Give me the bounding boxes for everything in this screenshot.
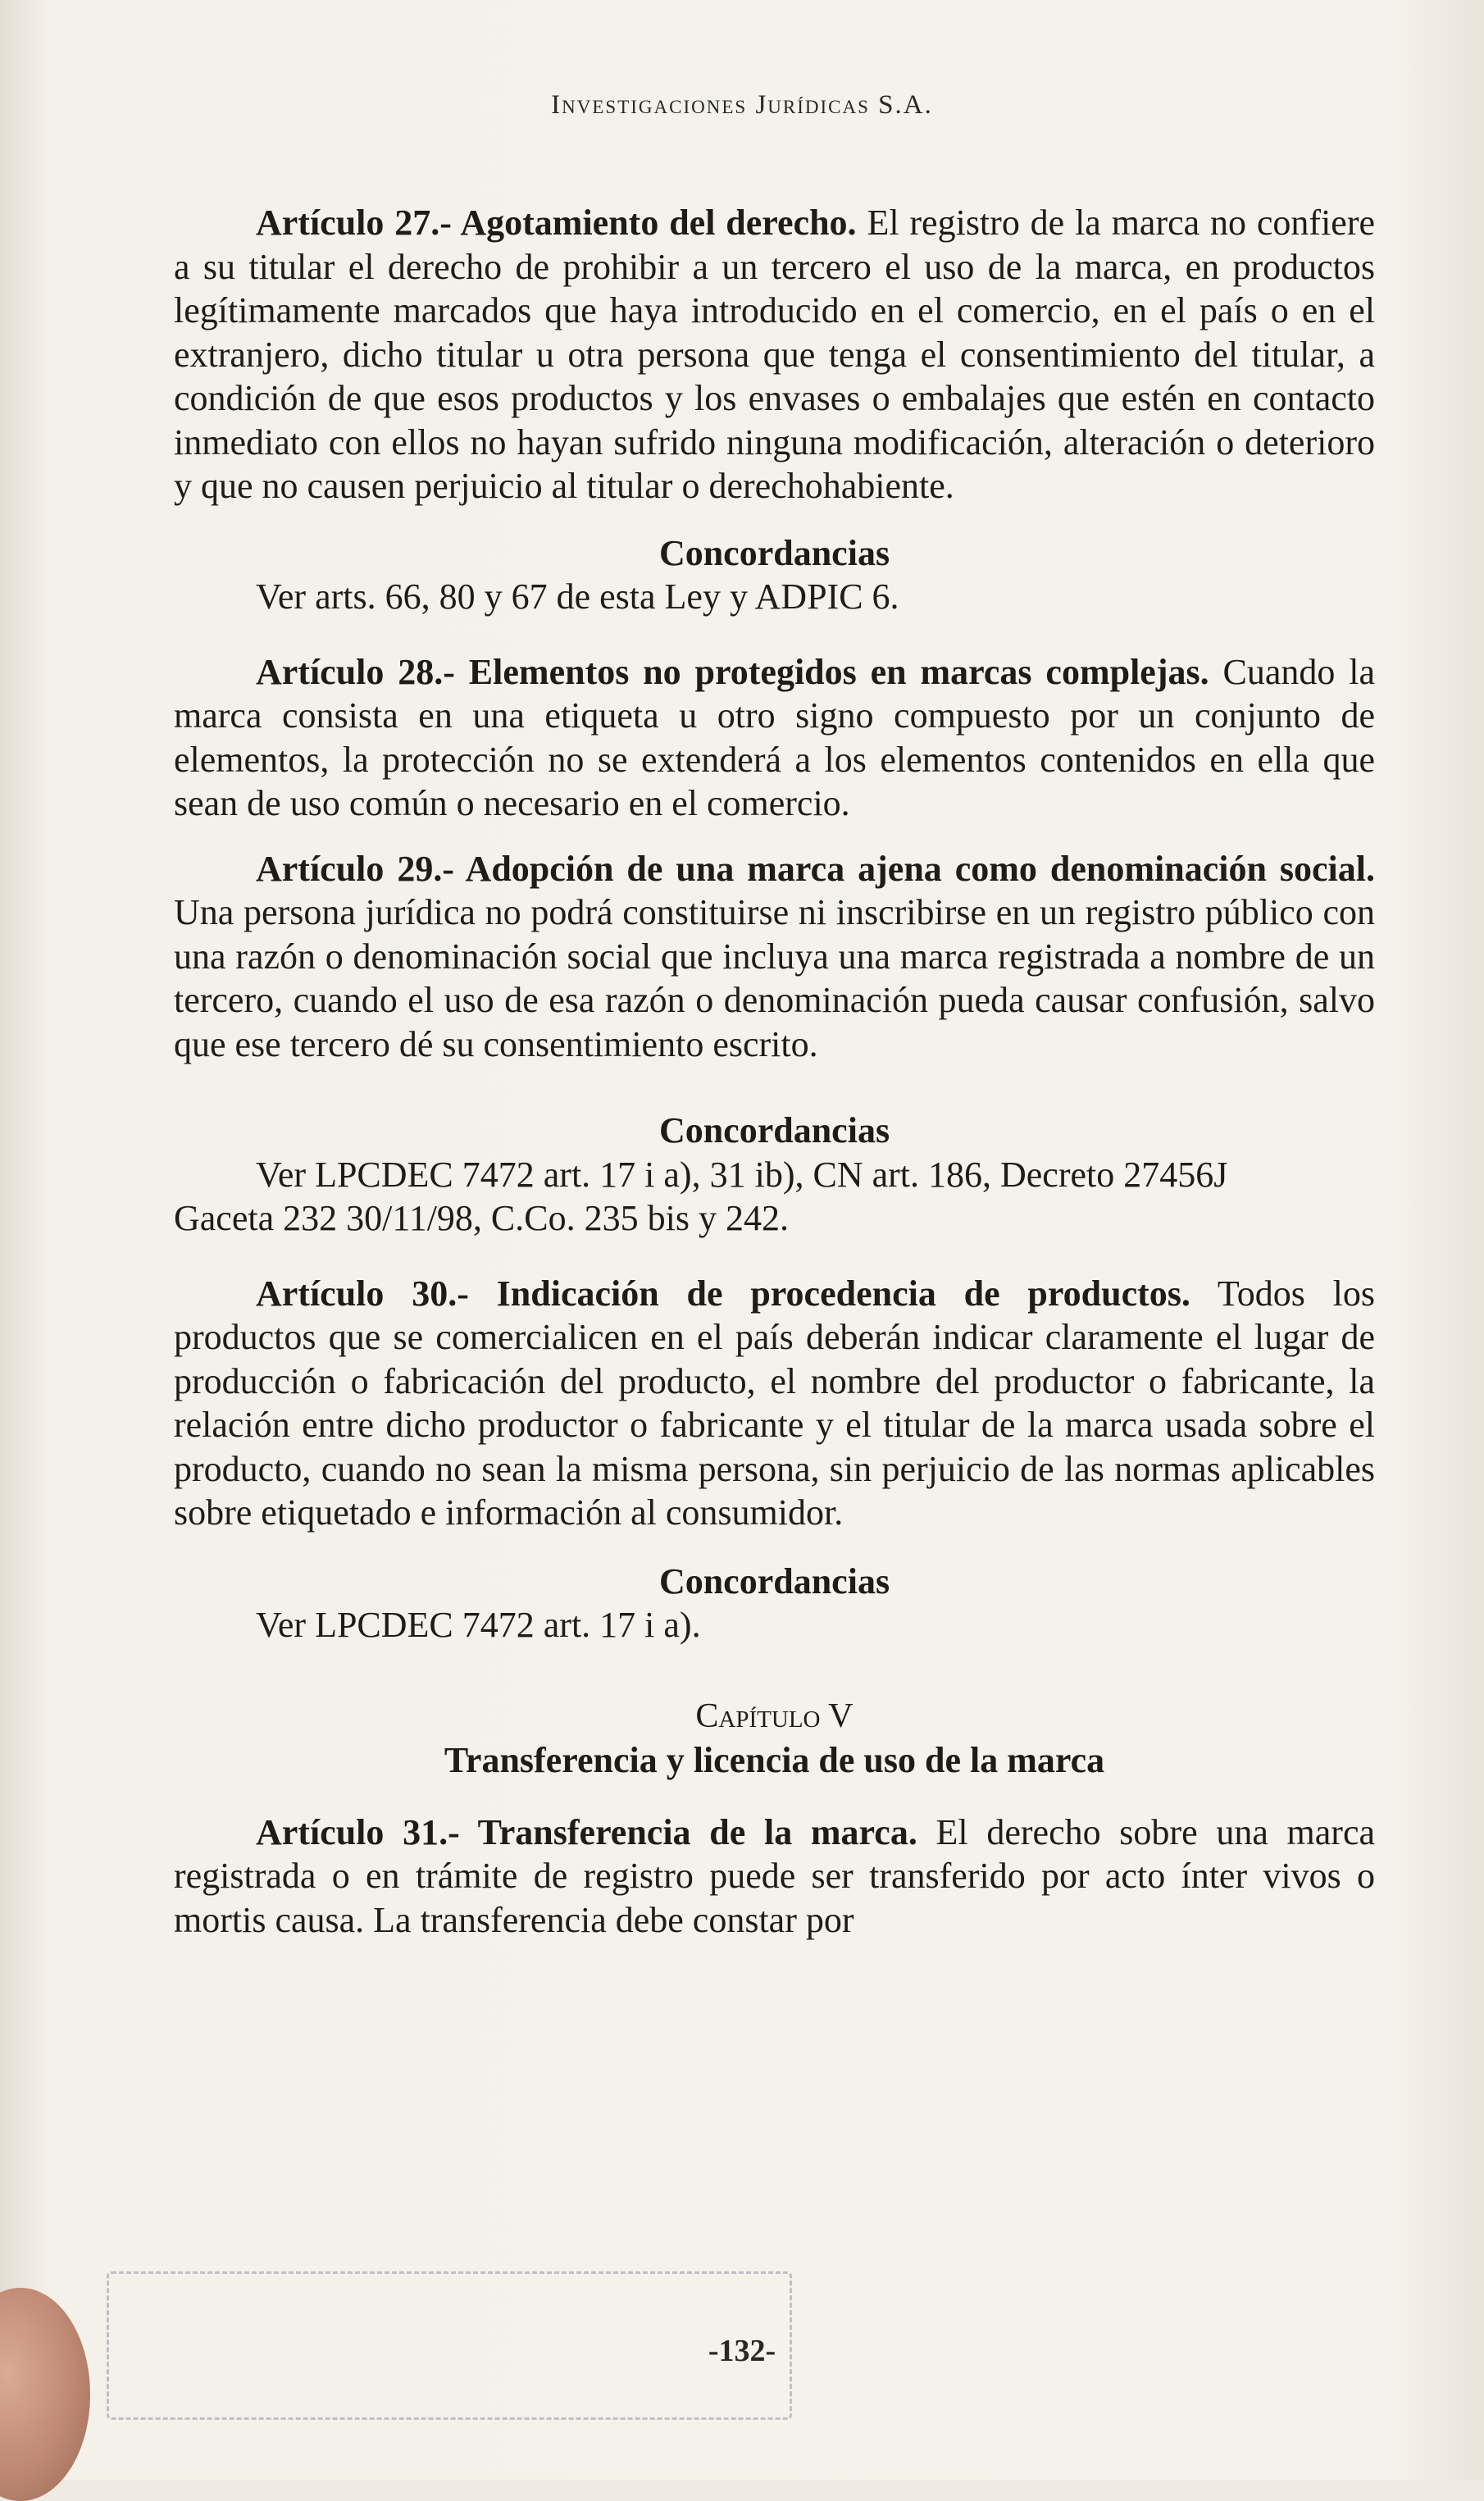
concordancias-text-line-2: Gaceta 232 30/11/98, C.Co. 235 bis y 242.	[174, 1198, 789, 1238]
article-30-heading: Artículo 30.- Indicación de procedencia de productos.	[256, 1273, 1190, 1314]
concordancias-text: Ver LPCDEC 7472 art. 17 i a).	[256, 1605, 701, 1645]
chapter-label: Capítulo V	[695, 1697, 854, 1735]
article-27	[174, 201, 1375, 508]
concordancias-title: Concordancias	[658, 1110, 890, 1150]
article-30	[174, 1272, 1375, 1535]
article-28-paragraph	[174, 650, 1375, 826]
concordancias-text: Ver arts. 66, 80 y 67 de esta Ley y ADPIC 6.	[256, 576, 899, 617]
running-head: Investigaciones Jurídicas S.A.	[551, 90, 933, 120]
page-body	[174, 201, 1375, 1942]
article-31-heading: Artículo 31.- Transferencia de la marca.	[256, 1811, 917, 1852]
page-number: -132-	[708, 2334, 776, 2368]
article-27-paragraph	[174, 201, 1375, 508]
article-30-paragraph	[174, 1272, 1375, 1535]
concordancias-title: Concordancias	[658, 532, 890, 573]
concordancias-29	[174, 1109, 1375, 1241]
article-29	[174, 847, 1375, 1067]
concordancias-30	[174, 1560, 1375, 1647]
article-29-body: Una persona jurídica no podrá constituirse ni inscribirse en un registro público con una razón o denominación social que incluya una marca registrada a nombre de un tercero, cuando el uso de esa razón o denominación pueda causar confusión, salvo que ese tercero dé su consentimiento escrito.	[174, 892, 1375, 1064]
concordancias-title: Concordancias	[658, 1560, 890, 1601]
article-28	[174, 650, 1375, 826]
article-30-body: Todos los productos que se comercialicen en el país deberán indicar claramente el lugar de producción o fabricación del producto, el nombre del productor o fabricante, la relación entre dicho productor o fabricante y el titular de la marca usada sobre el producto, cuando no sean la misma persona, sin perjuicio de las normas aplicables sobre etiquetado e información al consumidor.	[174, 1273, 1375, 1533]
article-28-heading: Artículo 28.- Elementos no protegidos en marcas complejas.	[256, 651, 1209, 692]
chapter-title: Transferencia y licencia de uso de la marca	[444, 1740, 1105, 1780]
concordancias-27	[174, 531, 1375, 619]
article-28-body: Cuando la marca consista en una etiqueta u otro signo compuesto por un conjunto de elementos, la protección no se extenderá a los elementos contenidos en ella que sean de uso común o necesario en el comercio.	[174, 651, 1375, 823]
article-29-heading: Artículo 29.- Adopción de una marca ajena como denominación social.	[256, 848, 1375, 889]
concordancias-text-line-1: Ver LPCDEC 7472 art. 17 i a), 31 ib), CN art. 186, Decreto 27456J	[256, 1154, 1228, 1195]
article-27-heading: Artículo 27.- Agotamiento del derecho.	[256, 203, 857, 243]
article-31	[174, 1811, 1375, 1943]
thumb-shadow	[0, 2288, 90, 2501]
article-27-body: El registro de la marca no confiere a su titular el derecho de prohibir a un tercero el uso de la marca, en productos legítimamente marcados que haya introducido en el comercio, en el país o en el extranjero, dicho titular u otra persona que tenga el consentimiento del titular, a condición de que esos productos y los envases o embalajes que estén en contacto inmediato con ellos no hayan sufrido ninguna modificación, alteración o deterioro y que no causen perjuicio al titular o derechohabiente.	[174, 203, 1376, 506]
article-31-body: El derecho sobre una marca registrada o en trámite de registro puede ser transferido por acto ínter vivos o mortis causa. La transferencia debe constar por	[174, 1811, 1376, 1940]
article-31-paragraph	[174, 1811, 1375, 1943]
article-29-paragraph	[174, 847, 1375, 1067]
